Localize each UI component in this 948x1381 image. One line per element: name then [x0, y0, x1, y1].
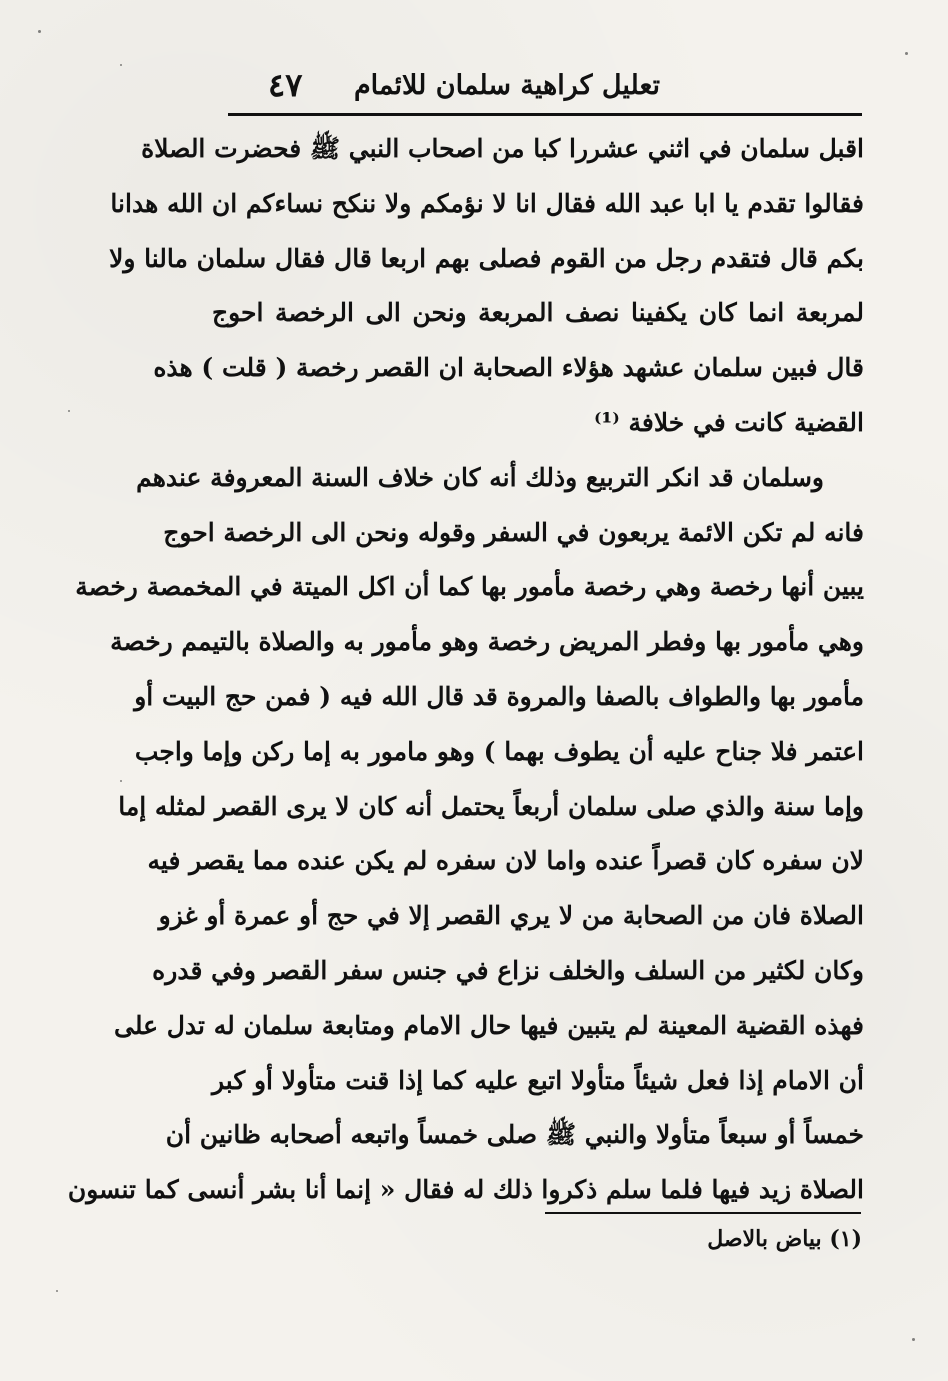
text-line: فقالوا تقدم يا ابا عبد الله فقال انا لا نؤمكم ولا ننكح نساءكم ان الله هدانا	[110, 188, 864, 218]
scan-speck	[120, 780, 122, 782]
text-line: وسلمان قد انكر التربيع وذلك أنه كان خلاف السنة المعروفة عندهم	[136, 462, 824, 492]
text-line: الصلاة زيد فيها فلما سلم ذكروا ذلك له فقال « إنما أنا بشر أنسى كما تنسون	[67, 1175, 864, 1205]
text-line: وإما سنة والذي صلى سلمان أربعاً يحتمل أنه كان لا يرى القصر لمثله إما	[118, 791, 864, 821]
page-number: ٤٧	[268, 66, 303, 104]
text-line: خمساً أو سبعاً متأولا والنبي ﷺ صلى خمساً واتبعه أصحابه ظانين أن	[165, 1120, 864, 1150]
text-line: اقبل سلمان في اثني عشررا كبا من اصحاب النبي ﷺ فحضرت الصلاة	[141, 134, 864, 163]
footnote: (١) بياض بالاصل	[707, 1226, 862, 1252]
text-line: بكم قال فتقدم رجل من القوم فصلى بهم اربعا قال فقال سلمان مالنا ولا	[109, 243, 864, 273]
body-text	[67, 122, 864, 1218]
text-line: أن الامام إذا فعل شيئاً متأولا اتبع عليه كما إذا قنت متأولا أو كبر	[212, 1065, 864, 1095]
text-line: مأمور بها والطواف بالصفا والمروة قد قال الله فيه ( فمن حج البيت أو	[134, 681, 864, 711]
text-line: فهذه القضية المعينة لم يتبين فيها حال الامام ومتابعة سلمان له تدل على	[114, 1010, 864, 1040]
text-line: الصلاة فان من الصحابة من لا يري القصر إلا في حج أو عمرة أو غزو	[158, 901, 864, 931]
text-line: يبين أنها رخصة وهي رخصة مأمور بها كما أن اكل الميتة في المخمصة رخصة	[75, 572, 864, 602]
footnote-rule	[545, 1212, 861, 1214]
text-line: لان سفره كان قصراً عنده واما لان سفره لم يكن عنده مما يقصر فيه	[147, 846, 864, 876]
text-line: لمربعة انما كان يكفينا نصف المربعة ونحن الى الرخصة احوج	[212, 298, 864, 328]
text-line: القضية كانت في خلافة ⁽¹⁾	[593, 407, 864, 437]
text-line: وهي مأمور بها وفطر المريض رخصة وهو مأمور به والصلاة بالتيمم رخصة	[110, 627, 864, 657]
page-header	[228, 66, 860, 112]
scan-speck	[912, 1338, 915, 1341]
text-line: اعتمر فلا جناح عليه أن يطوف بهما ) وهو مامور به إما ركن وإما واجب	[134, 736, 864, 766]
scan-speck	[56, 1290, 58, 1292]
header-rule	[228, 113, 862, 116]
scan-speck	[905, 52, 908, 55]
scan-speck	[120, 64, 122, 66]
scan-speck	[68, 410, 70, 412]
text-line: فانه لم تكن الائمة يربعون في السفر وقوله ونحن الى الرخصة احوج	[163, 517, 864, 547]
scan-speck	[38, 30, 41, 33]
text-line: قال فبين سلمان عشهد هؤلاء الصحابة ان القصر رخصة ( قلت ) هذه	[153, 353, 864, 383]
text-line: وكان لكثير من السلف والخلف نزاع في جنس سفر القصر وفي قدره	[152, 955, 864, 985]
running-title: تعليل كراهية سلمان للائمام	[353, 70, 660, 101]
